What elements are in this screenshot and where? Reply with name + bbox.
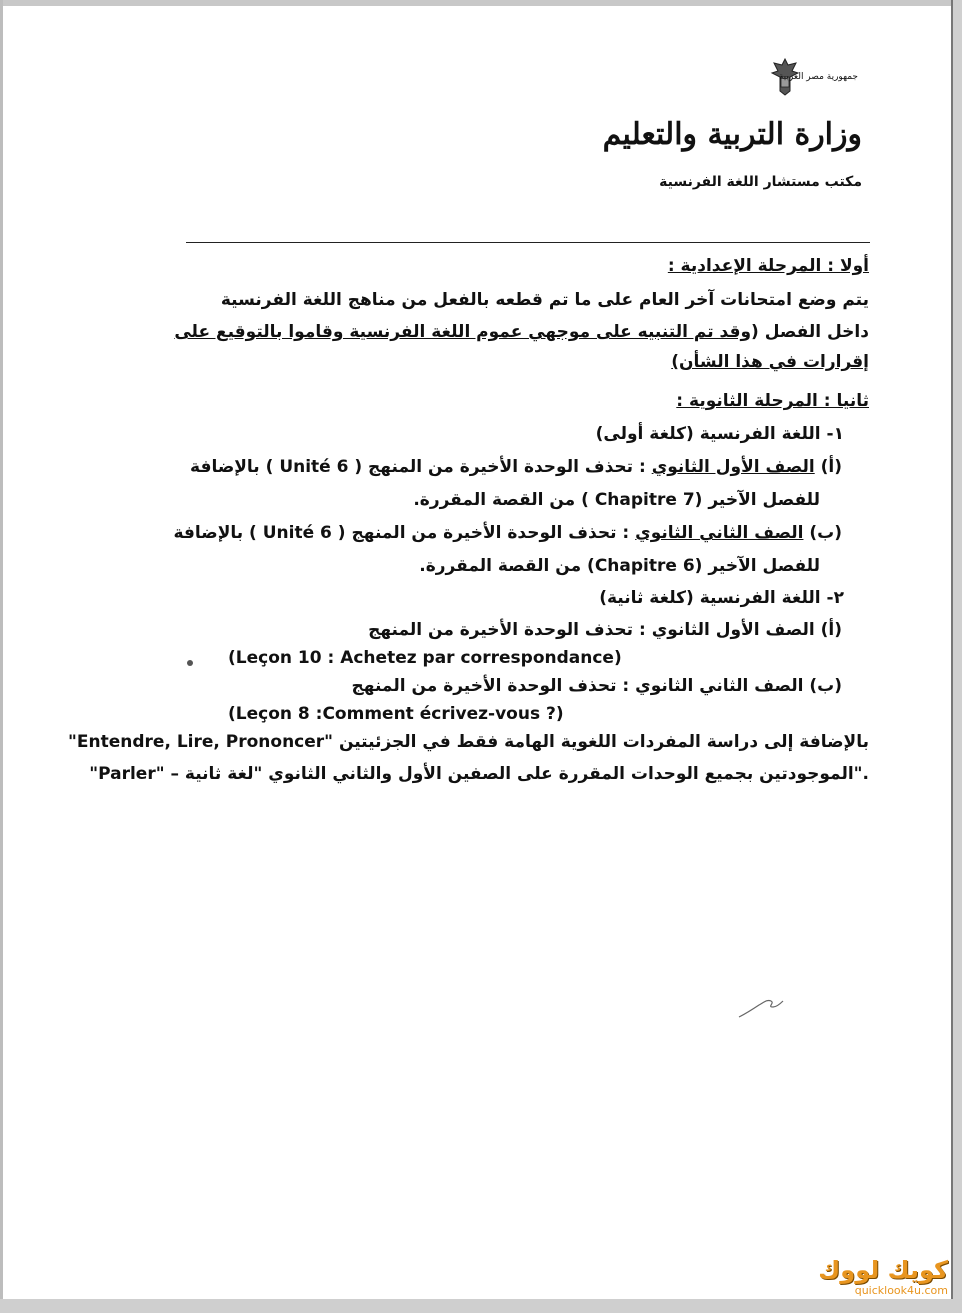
section2-heading: ثانيا : المرحلة الثانوية : — [676, 391, 869, 411]
page-frame-bottom — [0, 1299, 962, 1313]
item-b-grade: الصف الثاني الثانوي — [635, 523, 804, 543]
item-a-line2: للفصل الآخير (Chapitre 7 ) من القصة المقررة. — [413, 490, 820, 510]
item-a-text: : تحذف الوحدة الأخيرة من المنهج ( Unité 6 ) بالإضافة — [190, 457, 652, 477]
separator-line — [186, 242, 870, 243]
page-frame-left — [0, 0, 3, 1313]
watermark-brand: كويك لووك — [818, 1256, 948, 1284]
section1-line2 — [174, 322, 869, 342]
item-d-line: (ب) الصف الثاني الثانوي : تحذف الوحدة الأخيرة من المنهج — [351, 676, 842, 696]
item-a-label: (أ) — [820, 457, 842, 477]
item-b-text: : تحذف الوحدة الأخيرة من المنهج ( Unité 6 ) بالإضافة — [173, 523, 636, 543]
item-c-line: (أ) الصف الأول الثانوي : تحذف الوحدة الأخيرة من المنهج — [368, 620, 842, 640]
watermark — [818, 1256, 948, 1297]
item-a-grade: الصف الأول الثانوي — [651, 457, 815, 477]
page-frame-right — [953, 0, 962, 1313]
item-b-line1 — [173, 523, 842, 543]
item-b-line2: للفصل الآخير (Chapitre 6) من القصة المقررة. — [419, 556, 820, 576]
scan-mark — [187, 660, 193, 666]
item-b-label: (ب) — [809, 523, 842, 543]
section1-heading: أولا : المرحلة الإعدادية : — [667, 256, 869, 276]
watermark-url: quicklook4u.com — [854, 1284, 948, 1297]
item-c-lesson: (Leçon 10 : Achetez par correspondance) — [228, 648, 622, 668]
final-line1: بالإضافة إلى دراسة المفردات اللغوية الهامة فقط في الجزئيتين "Entendre, Lire, Prononcer" — [68, 732, 869, 752]
section1-line1: يتم وضع امتحانات آخر العام على ما تم قطعه بالفعل من مناهج اللغة الفرنسية — [220, 290, 869, 310]
final-line2: "Parler" – الموجودتين بجميع الوحدات المقررة على الصفين الأول والثاني الثانوي "لغة ثانية". — [89, 764, 869, 784]
sub1-heading: ١- اللغة الفرنسية (كلغة أولى) — [595, 424, 844, 444]
office-name: مكتب مستشار اللغة الفرنسية — [659, 174, 862, 190]
section1-line2-plain: داخل الفصل ( — [751, 322, 869, 342]
country-subtitle: جمهورية مصر العربية — [778, 72, 858, 82]
section1-line3: إقرارات في هذا الشأن) — [671, 352, 869, 372]
ministry-name: وزارة التربية والتعليم — [602, 117, 862, 152]
page-frame-top — [0, 0, 962, 6]
signature-mark-icon — [737, 995, 785, 1021]
item-a-line1 — [190, 457, 842, 477]
sub2-heading: ٢- اللغة الفرنسية (كلغة ثانية) — [599, 588, 844, 608]
section1-line2-underlined: وقد تم التنبيه على موجهي عموم اللغة الفرنسية وقاموا بالتوقيع على — [174, 322, 752, 342]
item-d-lesson: (Leçon 8 :Comment écrivez-vous ?) — [228, 704, 564, 724]
